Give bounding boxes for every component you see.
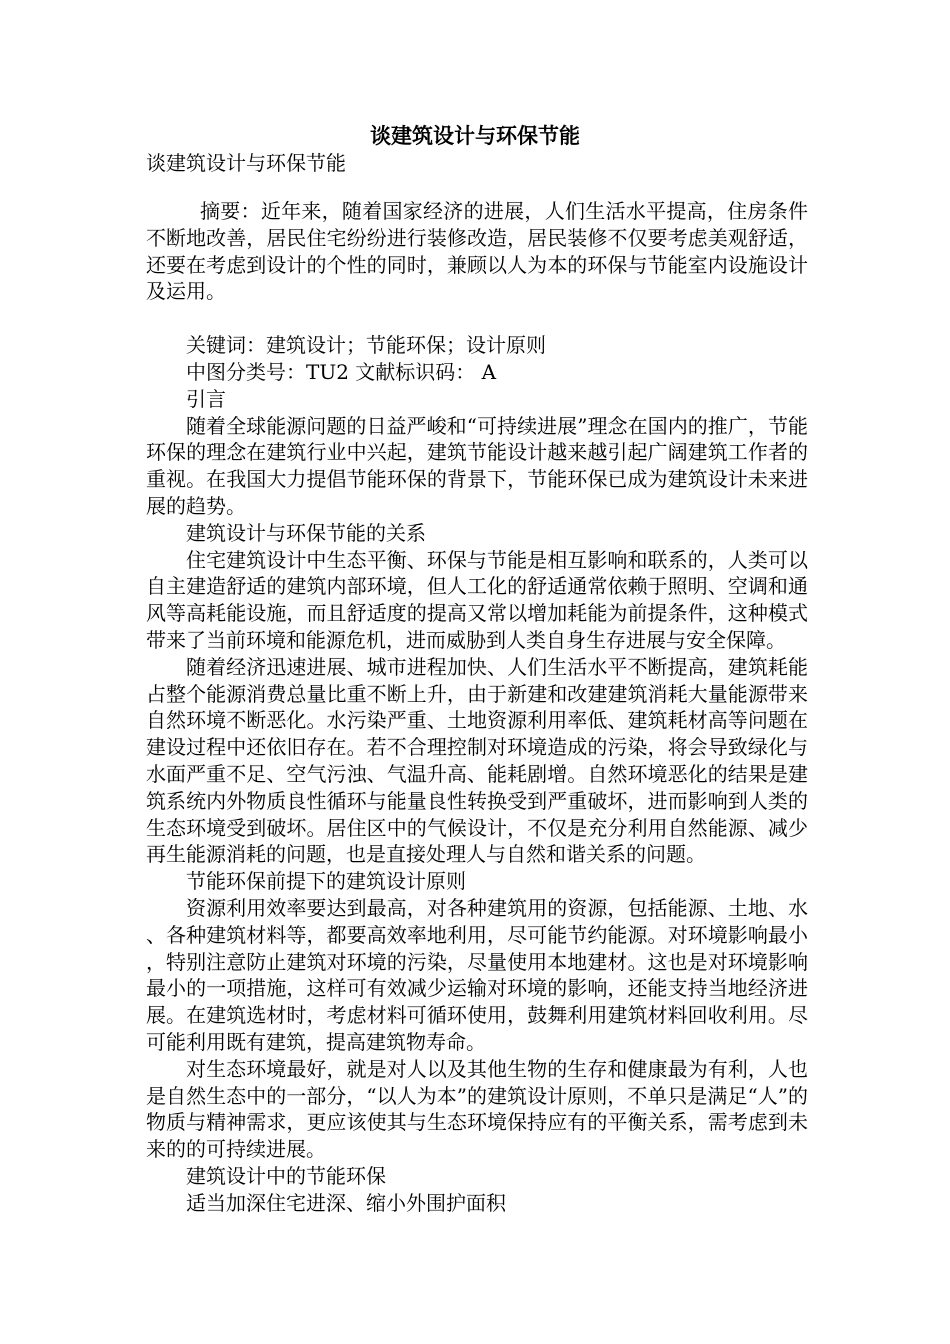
body-paragraph: 住宅建筑设计中生态平衡、环保与节能是相互影响和联系的，人类可以自主建造舒适的建筑内部环境，但人工化的舒适通常依赖于照明、空调和通风等高耗能设施，而且舒适度的提高又常以增加耗能为前提条件，这种模式带来了当前环境和能源危机，进而威胁到人类自身生存进展与安全保障。 xyxy=(146,547,808,652)
body-paragraph: 适当加深住宅进深、缩小外围护面积 xyxy=(186,1190,506,1215)
document-subtitle: 谈建筑设计与环保节能 xyxy=(146,151,346,175)
abstract-paragraph: 摘要：近年来，随着国家经济的进展，人们生活水平提高，住房条件不断地改善，居民住宅纷纷进行装修改造，居民装修不仅要考虑美观舒适，还要在考虑到设计的个性的同时，兼顾以人为本的环保与节能室内设施设计及运用。 xyxy=(146,199,808,304)
intro-paragraph: 随着全球能源问题的日益严峻和“可持续进展”理念在国内的推广，节能环保的理念在建筑行业中兴起，建筑节能设计越来越引起广阔建筑工作者的重视。在我国大力提倡节能环保的背景下，节能环保已成为建筑设计未来进展的趋势。 xyxy=(146,413,808,518)
document-title: 谈建筑设计与环保节能 xyxy=(370,123,580,148)
intro-heading: 引言 xyxy=(186,386,226,411)
section-heading: 节能环保前提下的建筑设计原则 xyxy=(186,869,466,894)
keywords-line: 关键词：建筑设计；节能环保；设计原则 xyxy=(186,333,546,358)
body-paragraph: 资源利用效率要达到最高，对各种建筑用的资源，包括能源、土地、水、各种建筑材料等，都要高效率地利用，尽可能节约能源。对环境影响最小，特别注意防止建筑对环境的污染，尽量使用本地建材。这也是对环境影响最小的一项措施，这样可有效减少运输对环境的影响，还能支持当地经济进展。在建筑选材时，考虑材料可循环使用，鼓舞利用建筑材料回收利用。尽可能利用既有建筑，提高建筑物寿命。 xyxy=(146,895,808,1054)
body-paragraph: 随着经济迅速进展、城市进程加快、人们生活水平不断提高，建筑耗能占整个能源消费总量比重不断上升，由于新建和改建建筑消耗大量能源带来自然环境不断恶化。水污染严重、土地资源利用率低、建筑耗材高等问题在建设过程中还依旧存在。若不合理控制对环境造成的污染，将会导致绿化与水面严重不足、空气污浊、气温升高、能耗剧增。自然环境恶化的结果是建筑系统内外物质良性循环与能量良性转换受到严重破坏，进而影响到人类的生态环境受到破坏。居住区中的气候设计，不仅是充分利用自然能源、减少再生能源消耗的问题，也是直接处理人与自然和谐关系的问题。 xyxy=(146,654,808,867)
classification-line: 中图分类号：TU2 文献标识码： A xyxy=(186,359,497,384)
document-body xyxy=(146,198,808,1216)
body-paragraph: 对生态环境最好，就是对人以及其他生物的生存和健康最为有利，人也是自然生态中的一部分，“以人为本”的建筑设计原则，不单只是满足“人”的物质与精神需求，更应该使其与生态环境保持应有的平衡关系，需考虑到未来的的可持续进展。 xyxy=(146,1056,808,1162)
section-heading: 建筑设计与环保节能的关系 xyxy=(186,520,426,545)
section-heading: 建筑设计中的节能环保 xyxy=(186,1163,386,1188)
